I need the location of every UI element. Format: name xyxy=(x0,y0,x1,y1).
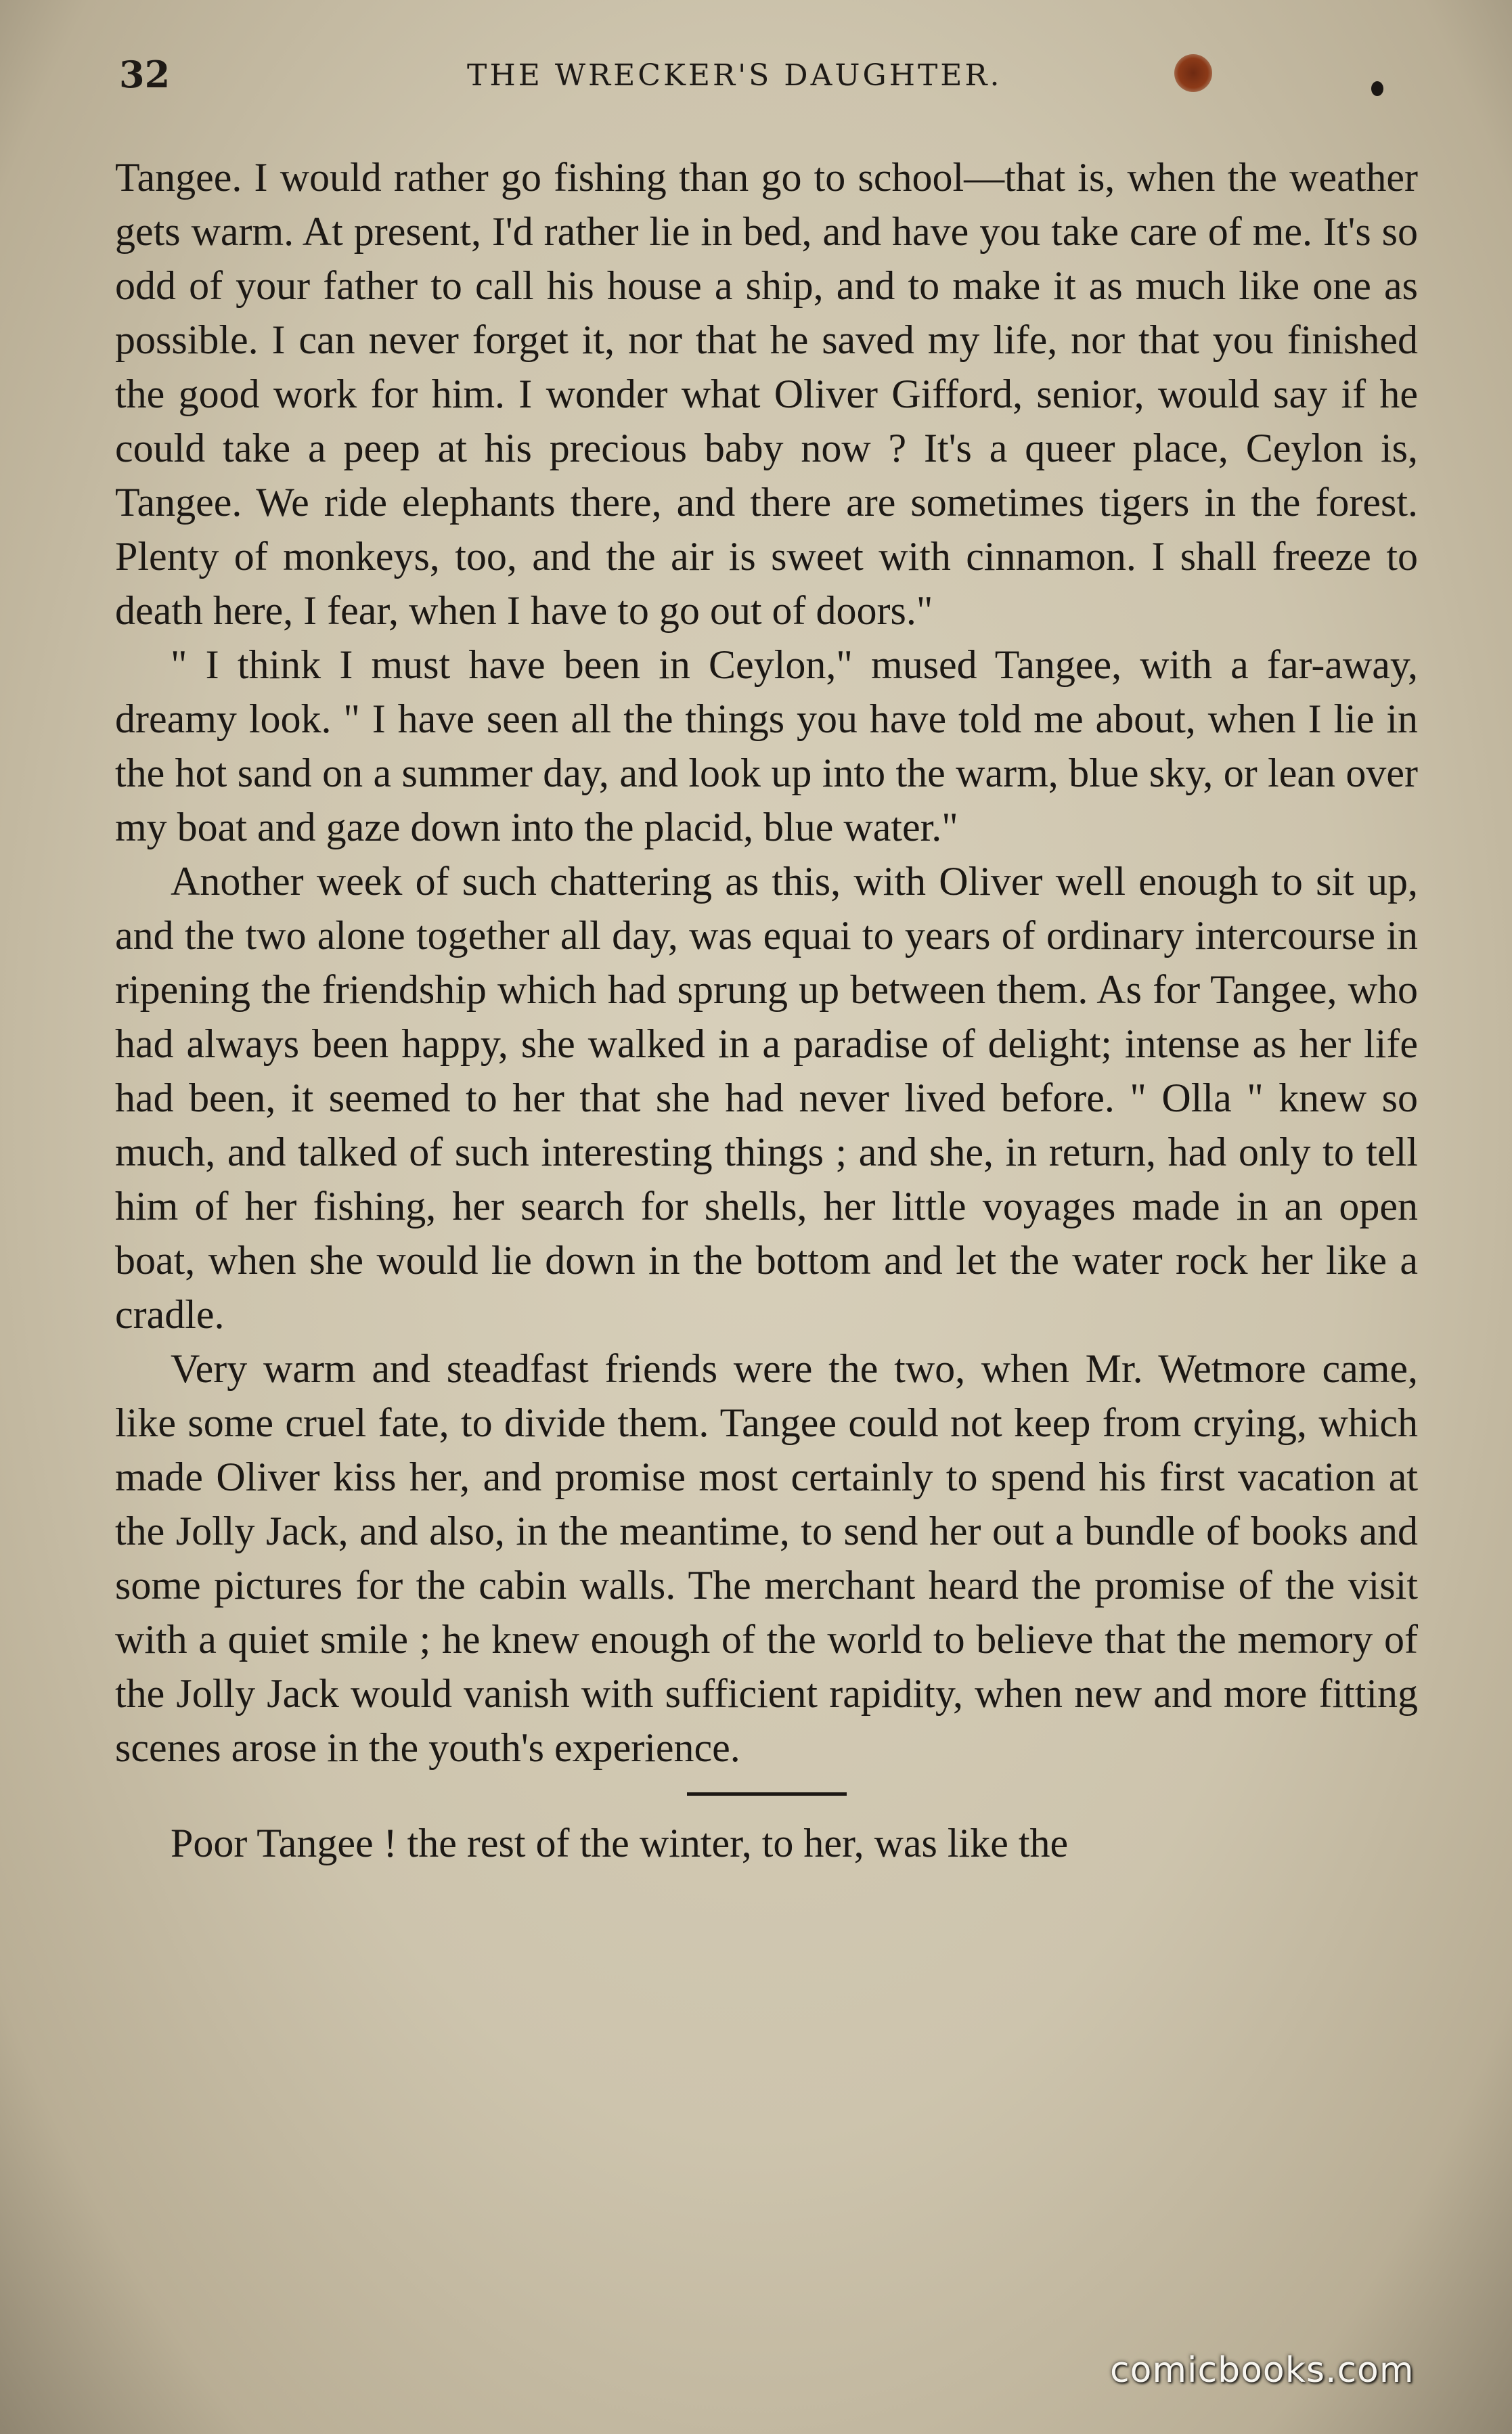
body-text xyxy=(115,150,1418,1870)
running-title: THE WRECKER'S DAUGHTER. xyxy=(467,58,1002,93)
ink-dot xyxy=(1371,81,1383,96)
paragraph-1: Tangee. I would rather go fishing than go to school—that is, when the weather gets warm. At present, I'd rather lie in bed, and have you take care of me. It's so odd of your father to call his house a ship, and to make it as much like one as possible. I can never forget it, nor that he saved my life, nor that you finished the good work for him. I wonder what Oliver Gifford, senior, would say if he could take a peep at his precious baby now ? It's a queer place, Ceylon is, Tangee. We ride elephants there, and there are sometimes tigers in the forest. Plenty of monkeys, too, and the air is sweet with cinnamon. I shall freeze to death here, I fear, when I have to go out of doors." xyxy=(115,155,1418,633)
page-number: 32 xyxy=(119,53,171,96)
paragraph-5: Poor Tangee ! the rest of the winter, to her, was like the xyxy=(171,1821,1069,1865)
section-divider xyxy=(687,1792,847,1796)
paragraph-3: Another week of such chattering as this, with Oliver well enough to sit up, and the two alone together all day, was equai to years of ordinary intercourse in ripening the friendship which had sprung up between them. As for Tangee, who had always been happy, she walked in a paradise of delight; intense as her life had been, it seemed to her that she had never lived before. " Olla " knew so much, and talked of such interesting things ; and she, in return, had only to tell him of her fishing, her search for shells, her little voyages made in an open boat, when she would lie down in the bottom and let the water rock her like a cradle. xyxy=(115,859,1418,1337)
ink-stain xyxy=(1174,54,1212,92)
paragraph-4: Very warm and steadfast friends were the two, when Mr. Wetmore came, like some cruel fate, to divide them. Tangee could not keep from crying, which made Oliver kiss her, and promise most certainly to spend his first vacation at the Jolly Jack, and also, in the meantime, to send her out a bundle of books and some pictures for the cabin walls. The merchant heard the promise of the visit with a quiet smile ; he knew enough of the world to believe that the memory of the Jolly Jack would vanish with sufficient rapidity, when new and more fitting scenes arose in the youth's experience. xyxy=(115,1346,1418,1770)
paragraph-2: " I think I must have been in Ceylon," mused Tangee, with a far-away, dreamy look. " I have seen all the things you have told me about, when I lie in the hot sand on a summer day, and look up into the warm, blue sky, or lean over my boat and gaze down into the placid, blue water." xyxy=(115,642,1418,849)
watermark: comicbooks.com xyxy=(1110,2350,1415,2391)
page-header xyxy=(115,49,1415,110)
